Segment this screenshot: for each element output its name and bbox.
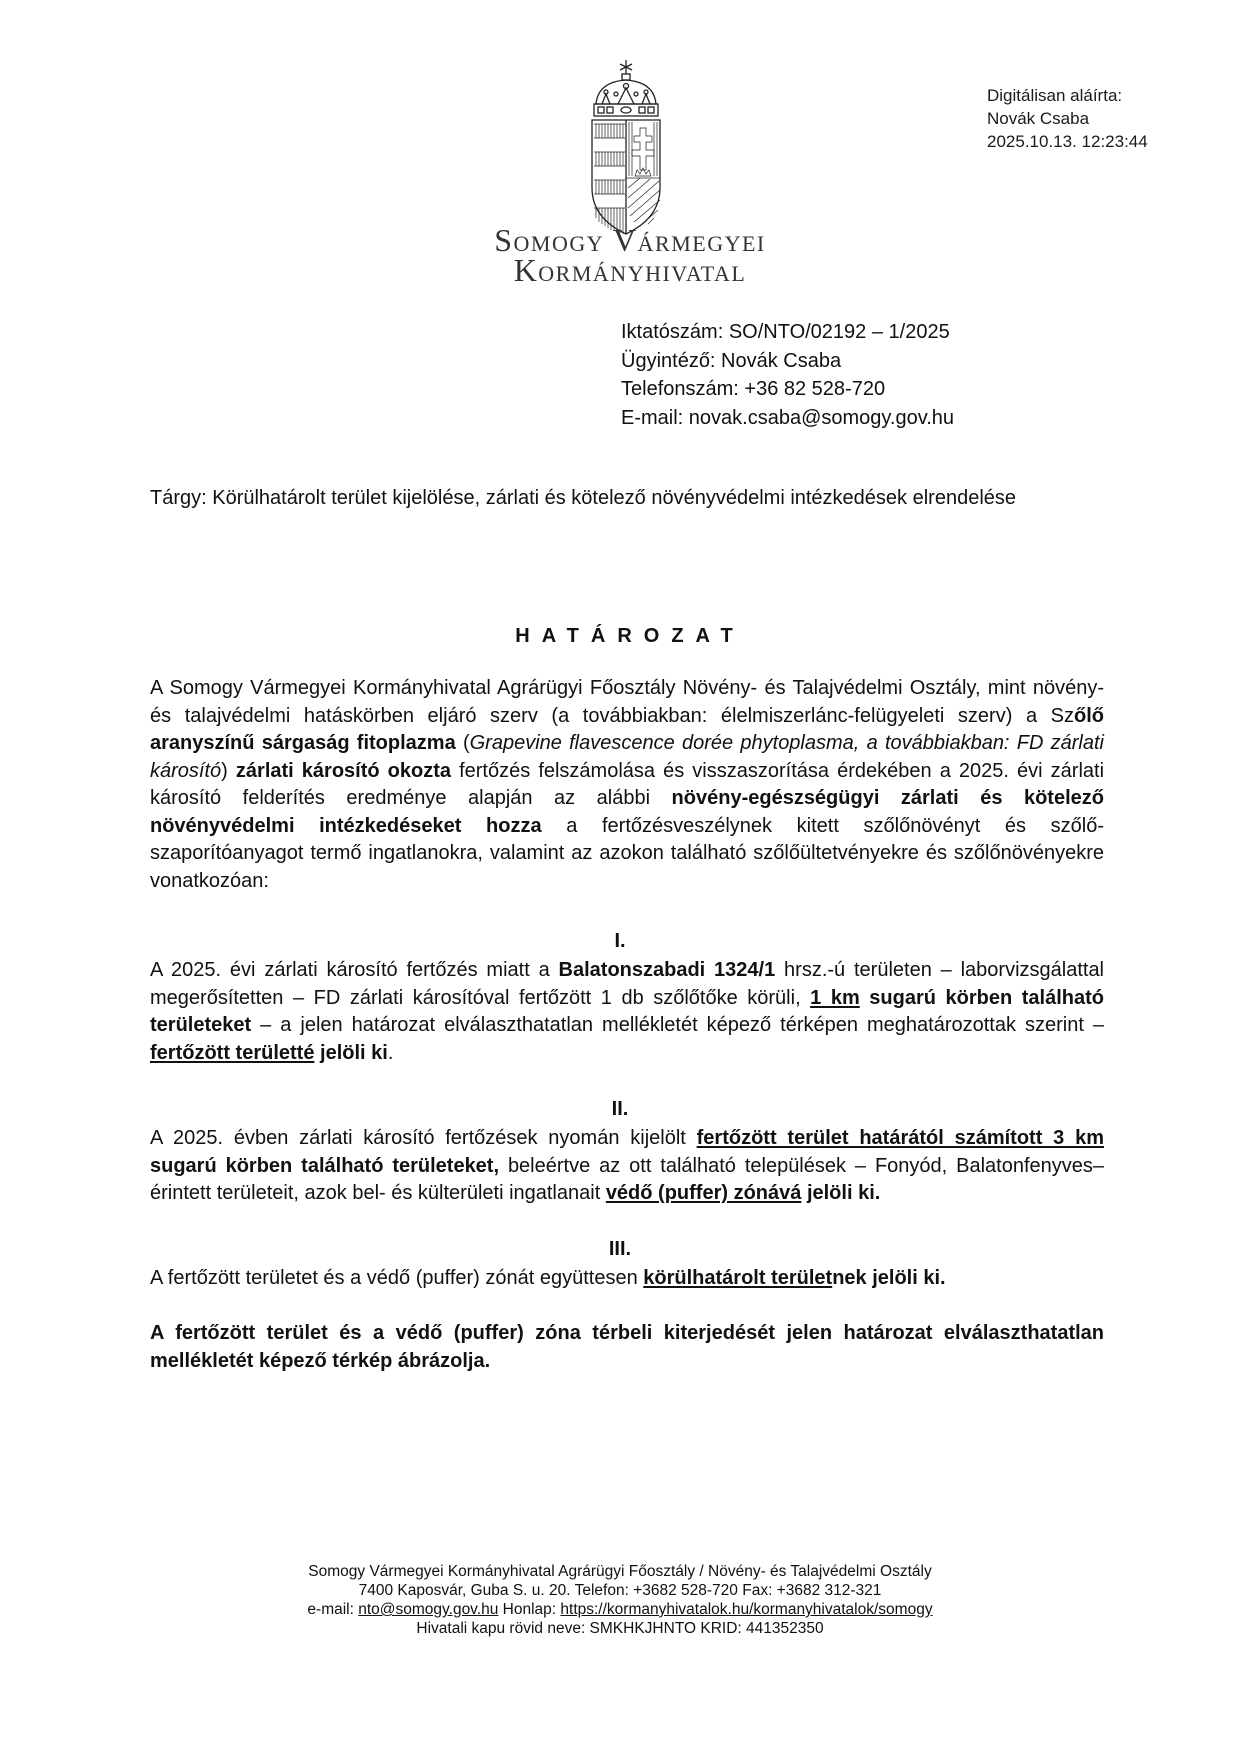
buffer-radius-text: fertőzött terület határától számított 3 km (696, 1127, 1104, 1149)
footer-organization: Somogy Vármegyei Kormányhivatal Agrárügyi Főosztály / Növény- és Talajvédelmi Osztály (308, 1563, 932, 1580)
document-title: HATÁROZAT (515, 625, 745, 647)
organization-name-line1: Somogy Vármegyei (494, 222, 766, 258)
section-bold-text: jelöli ki. (801, 1182, 881, 1204)
section-bold-text: sugarú körben található területeket, (150, 1154, 500, 1177)
intro-text: ) (221, 759, 236, 782)
section-bold-text: jelöli ki (314, 1041, 388, 1064)
footer-contact (0, 1600, 1240, 1619)
intro-bold-measures: növény-egészségügyi zárlati és kötelező növényvédelmi intézkedéseket hozza (150, 787, 1104, 837)
intro-text: ( (455, 732, 470, 754)
signature-timestamp: 2025.10.13. 12:23:44 (987, 132, 1148, 151)
section-text: A 2025. évben zárlati károsító fertőzések nyomán kijelölt (150, 1127, 697, 1149)
section-text: . (387, 1041, 394, 1064)
signer-name: Novák Csaba (987, 109, 1090, 128)
section-text: beleértve az ott található települések – Fonyód, Balatonfenyves– érintett területeit, azok bel- és külterületi ingatlanait (150, 1154, 1104, 1204)
signature-label: Digitálisan aláírta: (987, 86, 1123, 105)
organization-name-line2: Kormányhivatal (513, 252, 747, 288)
parcel-id: Balatonszabadi 1324/1 (558, 959, 776, 981)
case-officer: Ügyintéző: Novák Csaba (621, 349, 842, 372)
section-number: III. (608, 1238, 632, 1260)
section-text: – a jelen határozat elválaszthatatlan mellékletét képező térképen meghatározottak szerint – (251, 1014, 1104, 1036)
footer-email-label: e-mail: (307, 1601, 359, 1618)
closing-paragraph: A fertőzött terület és a védő (puffer) zóna térbeli kiterjedését jelen határozat elválaszthatatlan mellékletét képező térkép ábrázolja. (150, 1322, 1104, 1372)
section-number: I. (614, 930, 626, 952)
infected-area-label: fertőzött területté (150, 1041, 315, 1064)
subject-line: Tárgy: Körülhatárolt terület kijelölése, zárlati és kötelező növényvédelmi intézkedések elrendelése (150, 487, 1017, 509)
section-1-paragraph (150, 957, 1104, 1067)
email-address: E-mail: novak.csaba@somogy.gov.hu (621, 406, 955, 429)
page-footer (0, 1562, 1240, 1638)
phone-number: Telefonszám: +36 82 528-720 (621, 378, 886, 400)
section-text: hrsz.-ú területen – laborvizsgálattal megerősítetten – FD zárlati károsítóval fertőzött 1 db szőlőtőke körüli, (150, 959, 1105, 1009)
case-number: Iktatószám: SO/NTO/02192 – 1/2025 (621, 321, 950, 343)
demarcated-area-label: körülhatárolt terület (643, 1267, 833, 1289)
intro-text: fertőzés felszámolása és visszaszorítása érdekében a 2025. évi zárlati károsító felderítés eredménye alapján az alábbi (150, 759, 1105, 809)
section-number: II. (611, 1098, 629, 1120)
section-3-paragraph (150, 1265, 1104, 1293)
section-text: A 2025. évi zárlati károsító fertőzés miatt a (150, 959, 559, 981)
reference-block (621, 318, 954, 432)
footer-gateway-id: Hivatali kapu rövid neve: SMKHKJHNTO KRID: 441352350 (416, 1620, 824, 1637)
buffer-zone-label: védő (puffer) zónává (605, 1182, 802, 1204)
intro-text: A Somogy Vármegyei Kormányhivatal Agrárügyi Főosztály Növény- és Talajvédelmi Osztály, mint növény- és talajvédelmi hatáskörben eljáró szerv (a továbbiakban: élelmiszerlánc-felügyeleti szerv) a Sz (150, 677, 1104, 727)
footer-website-link[interactable]: https://kormanyhivatalok.hu/kormanyhivatalok/somogy (560, 1601, 933, 1618)
section-bold-text: nek jelöli ki. (832, 1267, 946, 1289)
intro-italic-latin-name: Grapevine flavescence dorée phytoplasma, a továbbiakban: FD zárlati károsító (150, 732, 1104, 782)
intro-bold-cause: zárlati károsító okozta (235, 759, 452, 782)
intro-bold-pathogen: őlő aranyszínű sárgaság fitoplazma (150, 704, 1104, 754)
section-text: A fertőzött területet és a védő (puffer) zónát együttesen (150, 1267, 644, 1289)
footer-email-link[interactable]: nto@somogy.gov.hu (358, 1601, 499, 1618)
intro-text: a fertőzésveszélynek kitett szőlőnövényt és szőlő-szaporítóanyagot termő ingatlanokra, valamint az azokon található szőlőültetvényekre és szőlőnövényekre vonatkozóan: (150, 814, 1104, 892)
radius-value: 1 km (810, 986, 860, 1009)
digital-signature-block (987, 84, 1148, 153)
footer-web-label: Honlap: (498, 1601, 561, 1618)
intro-paragraph (150, 675, 1104, 895)
coat-of-arms-logo (588, 58, 664, 238)
section-2-paragraph (150, 1125, 1104, 1208)
section-bold-text: sugarú körben található területeket (150, 986, 1104, 1036)
footer-address: 7400 Kaposvár, Guba S. u. 20. Telefon: +3682 528-720 Fax: +3682 312-321 (358, 1582, 882, 1599)
